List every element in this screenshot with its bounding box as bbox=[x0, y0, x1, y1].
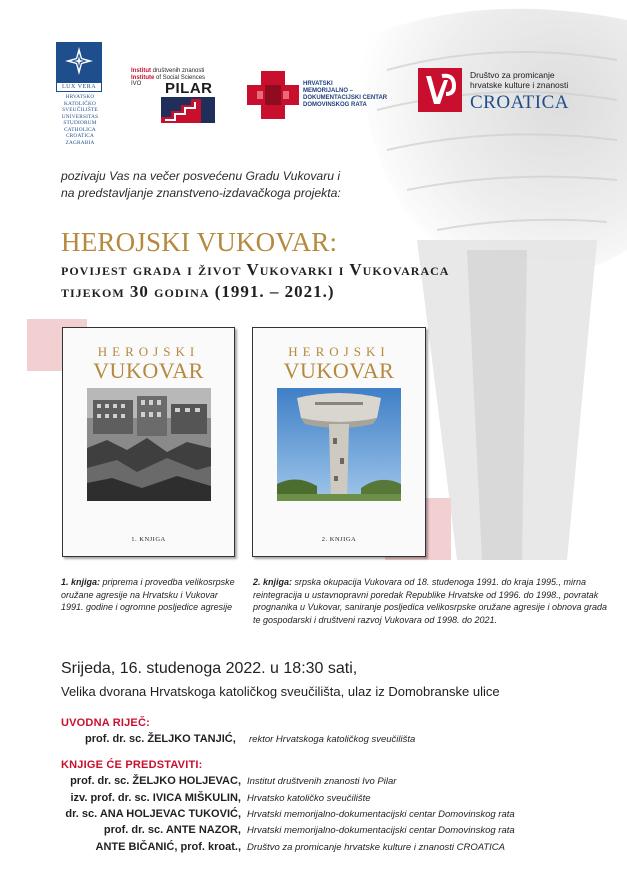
star-cross-icon bbox=[64, 46, 94, 76]
croatica-wordmark: CROATICA bbox=[470, 92, 570, 113]
invitation-text: pozivaju Vas na večer posvećenu Gradu Vukovaru i na predstavljanje znanstveno-izdavačkoga projekta: bbox=[61, 169, 341, 200]
book-label-2: 2. KNJIGA bbox=[321, 536, 357, 543]
event-venue: Velika dvorana Hrvatskoga katoličkog sveučilišta, ulaz iz Domobranske ulice bbox=[61, 684, 500, 699]
presenter-name: izv. prof. dr. sc. IVICA MIŠKULIN, bbox=[70, 792, 241, 804]
presenter-affiliation: Društvo za promicanje hrvatske kulture i znanosti CROATICA bbox=[247, 842, 505, 853]
speaker-name: prof. dr. sc. ŽELJKO TANJIĆ, bbox=[85, 733, 236, 745]
croatica-subtitle: Društvo za promicanje hrvatske kulture i znanosti bbox=[470, 70, 569, 90]
presenter-row bbox=[0, 792, 627, 806]
presenter-affiliation: Hrvatski memorijalno-dokumentacijski centar Domovinskog rata bbox=[247, 809, 515, 820]
pilar-logo: Institut društvenih znanosti Institute of Social Sciences IVO PILAR bbox=[131, 68, 231, 88]
event-date: Srijeda, 16. studenoga 2022. u 18:30 sati, bbox=[61, 660, 358, 677]
ucro-text: HRVATSKO KATOLIČKO SVEUČILIŠTE UNIVERSITAS STUDIORUM CATHOLICA CROATICA ZAGRABIA bbox=[61, 94, 99, 146]
hmdcdr-text: HRVATSKI MEMORIJALNO – DOKUMENTACIJSKI CENTAR DOMOVINSKOG RATA bbox=[303, 81, 388, 108]
presenter-row bbox=[0, 775, 627, 789]
presenter-affiliation: Institut društvenih znanosti Ivo Pilar bbox=[247, 776, 397, 787]
presenter-name: ANTE BIČANIĆ, prof. kroat., bbox=[95, 841, 241, 853]
pilar-wordmark: PILAR bbox=[165, 80, 213, 97]
croatica-emblem bbox=[418, 68, 462, 112]
ucro-badge: LUX VERA bbox=[57, 83, 101, 91]
croatica-monogram-icon bbox=[418, 68, 462, 112]
book-cover-2: HEROJSKI VUKOVAR 2. KNJIGA bbox=[252, 327, 426, 557]
page-subtitle: povijest grada i život Vukovarki i Vukovaraca tijekom 30 godina (1991. – 2021.) bbox=[61, 260, 450, 301]
intro-speaker bbox=[0, 733, 627, 747]
presenter-affiliation: Hrvatski memorijalno-dokumentacijski centar Domovinskog rata bbox=[247, 825, 515, 836]
presenter-name: dr. sc. ANA HOLJEVAC TUKOVIĆ, bbox=[65, 808, 241, 820]
page-title: HEROJSKI VUKOVAR: bbox=[61, 227, 338, 257]
presenter-name: prof. dr. sc. ANTE NAZOR, bbox=[103, 824, 241, 836]
presenters-heading: KNJIGE ĆE PREDSTAVITI: bbox=[61, 759, 203, 771]
presenter-row bbox=[0, 841, 627, 855]
book-2-caption: 2. knjiga: srpska okupacija Vukovara od 18. studenoga 1991. do kraja 1995., mirna reintegracija u ustavnopravni poredak Republike Hrvatske od 1996. do 1998., povratak prognanika u Vukovar, saniranje posljedica velikosrpske oružane agresije i obnova grada te gospodarski i društveni razvoj Vukovara od 1998. do 2021. bbox=[253, 577, 608, 625]
presenter-row bbox=[0, 808, 627, 822]
speaker-affiliation: rektor Hrvatskoga katoličkog sveučilišta bbox=[249, 734, 416, 745]
presenter-row bbox=[0, 824, 627, 838]
red-squares-icon bbox=[247, 71, 299, 119]
intro-heading: UVODNA RIJEČ: bbox=[61, 717, 150, 729]
book-label-1: 1. KNJIGA bbox=[131, 536, 166, 543]
hmdcdr-logo bbox=[247, 71, 407, 124]
ucro-emblem bbox=[56, 42, 102, 92]
presenter-name: prof. dr. sc. ŽELJKO HOLJEVAC, bbox=[70, 775, 241, 787]
ucro-logo bbox=[56, 42, 104, 146]
book-cover-1: HEROJSKI VUKOVAR 1. KNJIGA bbox=[62, 327, 235, 557]
presenter-affiliation: Hrvatsko katoličko sveučilište bbox=[247, 793, 371, 804]
war-ruins-photo bbox=[87, 388, 211, 501]
water-tower-photo bbox=[277, 388, 401, 501]
pilar-steps-icon bbox=[161, 97, 215, 123]
book-1-caption: 1. knjiga: priprema i provedba velikosrpske oružane agresije na Hrvatsku i Vukovar 1991. godine i ogromne posljedice agresije bbox=[61, 577, 235, 612]
